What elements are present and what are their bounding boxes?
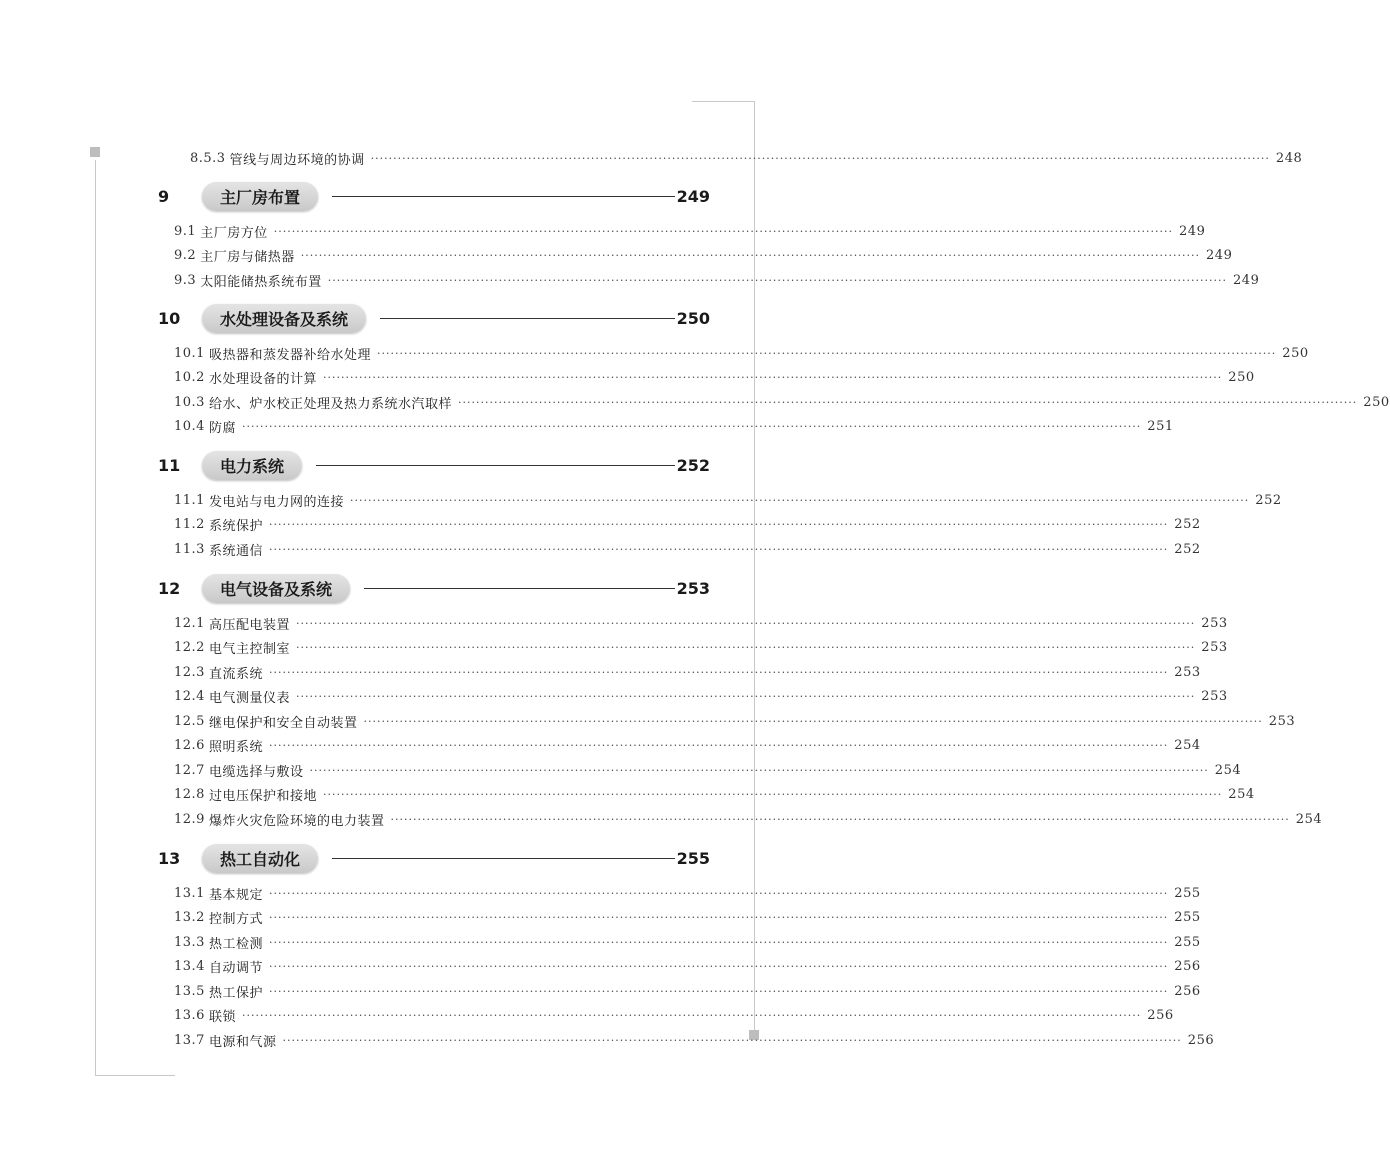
toc-entry-page: 253 <box>1201 689 1228 704</box>
toc-entry[interactable] <box>174 514 1201 536</box>
leader-dots: ········································································································································································································ <box>370 151 1270 165</box>
toc-entry-title: 主厂房方位 <box>200 225 268 241</box>
toc-entry-number: 13.1 <box>174 885 205 901</box>
toc-entry[interactable] <box>174 1029 1215 1051</box>
toc-entry-page: 248 <box>1275 150 1303 166</box>
leader-dots: ········································································································································································································ <box>363 714 1263 728</box>
toc-entry-title: 发电站与电力网的连接 <box>208 494 344 510</box>
toc-entry-page: 252 <box>1174 541 1201 557</box>
leader-dots: ········································································································································································································ <box>268 739 1169 752</box>
toc-entry-title: 水处理设备的计算 <box>208 372 317 387</box>
chapter-heading[interactable] <box>158 449 710 481</box>
toc-entry-number: 12.7 <box>174 762 205 778</box>
toc-entry-number: 13.5 <box>174 983 205 999</box>
leader-dots: ········································································································································································································ <box>295 616 1196 630</box>
toc-entry-number: 10.3 <box>174 394 205 410</box>
toc-entry-number: 13.3 <box>174 934 205 950</box>
chapter-heading[interactable] <box>158 302 710 334</box>
chapter-title: 水处理设备及系统 <box>202 304 366 333</box>
toc-entry-page: 254 <box>1174 738 1201 753</box>
toc-entry-page: 255 <box>1174 934 1201 950</box>
chapter-title: 热工自动化 <box>202 844 318 873</box>
toc-entry[interactable] <box>174 735 1201 757</box>
toc-entry-page: 254 <box>1228 787 1255 802</box>
chapter-page: 250 <box>676 308 710 328</box>
toc-entry[interactable] <box>174 686 1228 708</box>
toc-entry[interactable] <box>174 907 1201 929</box>
leader-dots: ········································································································································································································ <box>376 346 1277 360</box>
leader-dots: ········································································································································································································ <box>268 886 1169 900</box>
leader-dots: ········································································································································································································ <box>390 812 1290 826</box>
chapter-rule <box>316 465 675 466</box>
chapter-title: 电气设备及系统 <box>202 574 350 603</box>
toc-entry-title: 管线与周边环境的协调 <box>229 152 365 168</box>
toc-entry-title: 防腐 <box>208 421 236 436</box>
toc-entry[interactable] <box>174 808 1323 830</box>
toc-entry-page: 249 <box>1206 248 1233 263</box>
toc-entry[interactable] <box>174 980 1201 1002</box>
toc-entry[interactable] <box>174 784 1255 806</box>
toc-entry-page: 256 <box>1147 1008 1174 1023</box>
toc-entry-title: 直流系统 <box>208 666 263 682</box>
toc-entry[interactable] <box>174 931 1201 953</box>
chapter-heading[interactable] <box>158 842 710 874</box>
leader-dots: ········································································································································································································ <box>273 224 1174 238</box>
toc-entry[interactable] <box>174 245 1233 267</box>
toc-entry-page: 256 <box>1174 959 1201 974</box>
toc-entry-page: 250 <box>1228 370 1255 385</box>
toc-entry-title: 电气测量仪表 <box>208 691 290 706</box>
leader-dots: ········································································································································································································ <box>241 420 1142 433</box>
toc-entry-number: 11.3 <box>174 541 205 557</box>
toc-entry[interactable] <box>174 538 1201 560</box>
toc-entry[interactable] <box>174 220 1206 242</box>
toc-entry[interactable] <box>174 342 1309 364</box>
toc-entry-page: 256 <box>1187 1032 1215 1048</box>
toc-entry-title: 照明系统 <box>208 740 263 755</box>
toc-entry-page: 253 <box>1174 664 1201 680</box>
toc-entry-title: 过电压保护和接地 <box>208 789 317 804</box>
toc-entry-number: 12.9 <box>174 811 205 827</box>
toc-entry[interactable] <box>174 882 1201 904</box>
toc-entry-page: 253 <box>1268 713 1296 729</box>
toc-entry-page: 249 <box>1179 223 1206 239</box>
toc-entry-title: 基本规定 <box>208 887 263 903</box>
chapter-heading[interactable] <box>158 180 710 212</box>
toc-entry[interactable] <box>174 269 1260 291</box>
toc-entry-title: 电气主控制室 <box>208 642 290 657</box>
toc-entry-title: 太阳能储热系统布置 <box>200 274 322 290</box>
toc-entry-number: 11.1 <box>174 492 205 508</box>
toc-entry-page: 249 <box>1233 272 1260 288</box>
chapter-page: 255 <box>676 848 710 868</box>
toc-entry-title: 高压配电装置 <box>208 617 290 633</box>
toc-entry-title: 给水、炉水校正处理及热力系统水汽取样 <box>208 396 452 412</box>
toc-entry[interactable] <box>190 147 1303 169</box>
leader-dots: ········································································································································································································ <box>282 1033 1182 1047</box>
leader-dots: ········································································································································································································ <box>349 493 1250 507</box>
leader-dots: ········································································································································································································ <box>457 395 1358 409</box>
toc-entry-page: 254 <box>1214 762 1242 778</box>
toc-entry-number: 13.2 <box>174 910 205 925</box>
toc-entry-number: 11.2 <box>174 517 205 532</box>
chapter-title: 主厂房布置 <box>202 182 318 211</box>
toc-entry[interactable] <box>174 759 1242 781</box>
toc-entry-page: 250 <box>1363 394 1390 410</box>
toc-entry-page: 254 <box>1295 811 1323 827</box>
toc-entry-page: 251 <box>1147 419 1174 434</box>
toc-entry-number: 12.8 <box>174 787 205 802</box>
toc-entry[interactable] <box>174 367 1255 389</box>
chapter-rule <box>332 196 675 197</box>
chapter-page: 253 <box>676 578 710 598</box>
toc-entry-number: 10.4 <box>174 419 205 434</box>
chapter-number: 9 <box>158 186 170 206</box>
toc-entry-number: 10.1 <box>174 345 205 361</box>
toc-entry[interactable] <box>174 416 1174 438</box>
toc-entry-number: 10.2 <box>174 370 205 385</box>
toc-entry-page: 256 <box>1174 983 1201 999</box>
toc-entry[interactable] <box>174 661 1201 683</box>
toc-entry-number: 13.6 <box>174 1008 205 1023</box>
toc-entry-page: 255 <box>1174 885 1201 901</box>
toc-entry[interactable] <box>174 1005 1174 1027</box>
toc-entry-title: 电缆选择与敷设 <box>208 764 304 780</box>
leader-dots: ········································································································································································································ <box>295 641 1196 654</box>
leader-dots: ········································································································································································································ <box>268 518 1169 531</box>
toc-entry-title: 爆炸火灾危险环境的电力装置 <box>208 813 385 829</box>
toc-entry-number: 12.1 <box>174 615 205 631</box>
chapter-page: 249 <box>676 186 710 206</box>
toc-entry-title: 系统通信 <box>208 543 263 559</box>
leader-dots: ········································································································································································································ <box>300 249 1201 262</box>
toc-entry-number: 9.2 <box>174 248 197 263</box>
chapter-page: 252 <box>676 455 710 475</box>
chapter-rule <box>380 318 675 319</box>
toc-entry-page: 252 <box>1255 492 1282 508</box>
chapter-number: 12 <box>158 578 181 598</box>
leader-dots: ········································································································································································································ <box>268 960 1169 973</box>
leader-dots: ········································································································································································································ <box>322 788 1223 801</box>
chapter-number: 11 <box>158 455 181 475</box>
toc-entry[interactable] <box>174 637 1228 659</box>
toc-entry-page: 255 <box>1174 910 1201 925</box>
frame-line-top-right <box>692 101 754 102</box>
frame-line-left <box>95 160 96 1075</box>
toc-entry-number: 12.5 <box>174 713 205 729</box>
toc-entry[interactable] <box>174 956 1201 978</box>
toc-entry-title: 主厂房与储热器 <box>200 250 295 265</box>
toc-entry-number: 12.3 <box>174 664 205 680</box>
toc-entry-title: 控制方式 <box>208 912 263 927</box>
leader-dots: ········································································································································································································ <box>309 763 1209 777</box>
chapter-heading[interactable] <box>158 572 710 604</box>
toc-entry-page: 253 <box>1201 615 1228 631</box>
chapter-rule <box>364 588 675 589</box>
toc-entry-title: 电源和气源 <box>208 1034 277 1050</box>
leader-dots: ········································································································································································································ <box>268 911 1169 924</box>
toc-entry[interactable] <box>174 710 1296 732</box>
toc-entry-title: 继电保护和安全自动装置 <box>208 715 358 731</box>
toc-entry[interactable] <box>174 391 1390 413</box>
leader-dots: ········································································································································································································ <box>295 690 1196 703</box>
leader-dots: ········································································································································································································ <box>268 665 1169 679</box>
toc-entry-number: 12.6 <box>174 738 205 753</box>
toc-entry-page: 252 <box>1174 517 1201 532</box>
toc-entry[interactable] <box>174 612 1228 634</box>
toc-entry-number: 9.1 <box>174 223 197 239</box>
toc-entry-title: 热工检测 <box>208 936 263 952</box>
toc-entry-title: 自动调节 <box>208 961 263 976</box>
leader-dots: ········································································································································································································ <box>268 542 1169 556</box>
chapter-number: 10 <box>158 308 181 328</box>
toc-entry-title: 吸热器和蒸发器补给水处理 <box>208 347 371 363</box>
toc-entry-title: 联锁 <box>208 1010 236 1025</box>
toc-entry-number: 8.5.3 <box>190 150 226 166</box>
chapter-title: 电力系统 <box>202 451 302 480</box>
leader-dots: ········································································································································································································ <box>322 371 1223 384</box>
frame-line-bottom-left <box>95 1075 175 1076</box>
chapter-number: 13 <box>158 848 181 868</box>
toc-entry-number: 13.7 <box>174 1032 205 1048</box>
toc-entry-number: 13.4 <box>174 959 205 974</box>
toc-entry-page: 253 <box>1201 640 1228 655</box>
toc-entry-number: 12.4 <box>174 689 205 704</box>
leader-dots: ········································································································································································································ <box>268 984 1169 998</box>
toc-entry-number: 9.3 <box>174 272 197 288</box>
toc-entry-title: 系统保护 <box>208 519 263 534</box>
leader-dots: ········································································································································································································ <box>241 1009 1142 1022</box>
leader-dots: ········································································································································································································ <box>327 273 1228 287</box>
corner-square-marker <box>90 147 100 157</box>
leader-dots: ········································································································································································································ <box>268 935 1169 949</box>
toc-entry[interactable] <box>174 489 1282 511</box>
toc-entry-number: 12.2 <box>174 640 205 655</box>
toc-entry-title: 热工保护 <box>208 985 263 1001</box>
toc-entry-page: 250 <box>1282 345 1309 361</box>
chapter-rule <box>332 858 675 859</box>
